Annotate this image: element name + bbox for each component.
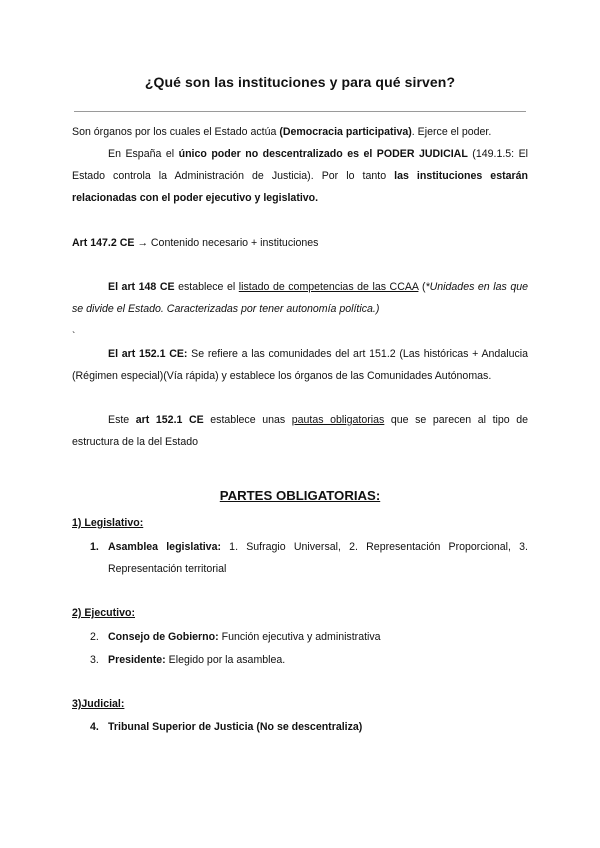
list-item-asamblea: [108, 540, 528, 554]
p6-text: Este: [108, 414, 136, 426]
paragraph-3: [72, 236, 528, 250]
p4-text: establece el: [174, 281, 239, 293]
p6-text-2: establece unas: [203, 414, 292, 426]
paragraph-6-line-2: estructura de la del Estado: [72, 436, 199, 448]
p3-text: → Contenido necesario + instituciones: [134, 237, 319, 249]
ejecutivo-heading: 2) Ejecutivo:: [72, 607, 135, 619]
paragraph-2-line-2: [72, 169, 528, 183]
p4-paren: (: [418, 281, 426, 293]
p5-bold: El art 152.1 CE:: [108, 348, 188, 360]
legislativo-heading: 1) Legislativo:: [72, 517, 144, 529]
page-title: ¿Qué son las instituciones y para qué sirven?: [144, 74, 456, 90]
p1-text: Son órganos por los cuales el Estado actúa: [72, 126, 280, 138]
p1-end: . Ejerce el poder.: [411, 126, 492, 138]
list-item-text: Elegido por la asamblea.: [165, 654, 286, 666]
list-number: 2.: [90, 631, 99, 643]
p4-italic: *Unidades en las que: [425, 281, 528, 293]
p2-bold-2: las instituciones estarán: [394, 170, 528, 182]
p6-bold: art 152.1 CE: [135, 414, 204, 426]
paragraph-1: [72, 125, 528, 139]
p6-underline: pautas obligatorias: [291, 414, 385, 426]
p2-text-2: Estado controla la Administración de Justicia). Por lo tanto: [72, 170, 395, 182]
p6-text-3: que se parecen al tipo de: [384, 414, 529, 426]
list-item-asamblea-cont: Representación territorial: [108, 563, 227, 575]
list-number: 3.: [90, 654, 99, 666]
list-item-label: Asamblea legislativa:: [108, 541, 221, 553]
paragraph-4-line-2: se divide el Estado. Caracterizadas por tener autonomía política.): [72, 303, 380, 315]
list-item-text: Función ejecutiva y administrativa: [218, 631, 381, 643]
section-title: PARTES OBLIGATORIAS:: [219, 488, 381, 503]
paragraph-6-line-1: [72, 413, 528, 427]
p3-bold: Art 147.2 CE: [72, 237, 135, 249]
list-item-label: Presidente:: [108, 654, 166, 666]
list-item-consejo: [108, 630, 528, 644]
p2-text-end: (149.1.5: El: [467, 148, 529, 160]
p2-text: En España el: [108, 148, 179, 160]
paragraph-5-line-2: (Régimen especial)(Vía rápida) y establece los órganos de las Comunidades Autónomas.: [72, 370, 492, 382]
p2-bold: único poder no descentralizado es el PODER JUDICIAL: [178, 148, 468, 160]
list-item-text: 1. Sufragio Universal, 2. Representación Proporcional, 3.: [221, 541, 528, 553]
title-divider: [74, 111, 526, 112]
judicial-heading: 3)Judicial:: [72, 698, 125, 710]
list-number: 4.: [90, 721, 99, 733]
p4-underline: listado de competencias de las CCAA: [238, 281, 419, 293]
list-item-label: Consejo de Gobierno:: [108, 631, 219, 643]
stray-mark: `: [72, 331, 76, 342]
p4-bold: El art 148 CE: [108, 281, 175, 293]
paragraph-5-line-1: [72, 347, 528, 361]
p1-bold: (Democracia participativa): [279, 126, 412, 138]
p5-text: Se refiere a las comunidades del art 151.2 (Las históricas + Andalucia: [187, 348, 529, 360]
paragraph-4-line-1: [72, 280, 528, 294]
list-number: 1.: [90, 541, 99, 553]
list-item-presidente: [108, 653, 528, 667]
paragraph-2-line-1: [72, 147, 528, 161]
list-item-tribunal: Tribunal Superior de Justicia (No se descentraliza): [108, 721, 363, 733]
paragraph-2-line-3: relacionadas con el poder ejecutivo y legislativo.: [72, 192, 319, 204]
